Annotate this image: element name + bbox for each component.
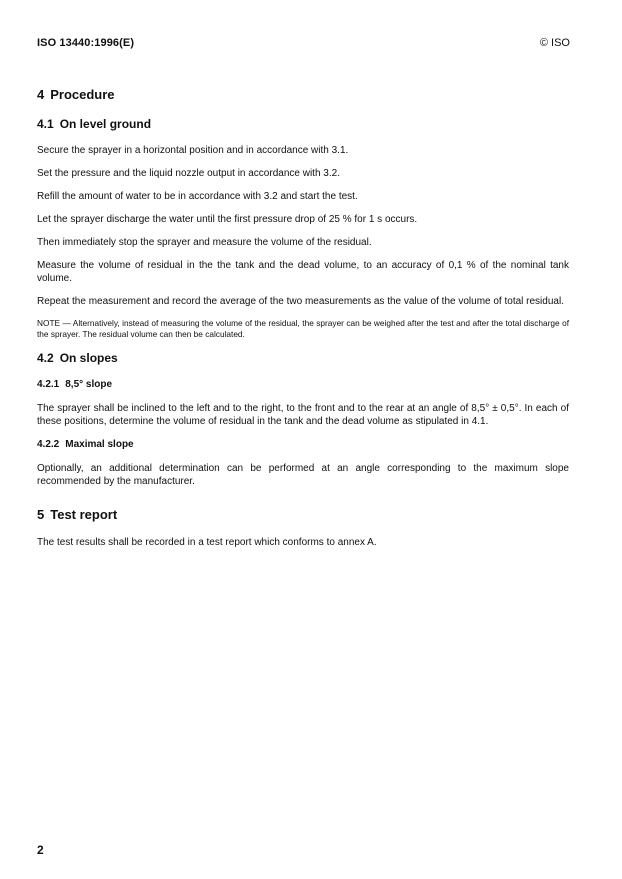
section-4-heading bbox=[37, 86, 569, 104]
paragraph: Optionally, an additional determination can be performed at an angle corresponding to the maximum slope recommended by the manufacturer. bbox=[37, 463, 569, 487]
paragraph: Set the pressure and the liquid nozzle output in accordance with 3.2. bbox=[37, 168, 340, 179]
item-number: 4.2.1 bbox=[37, 379, 60, 390]
paragraph: Secure the sprayer in a horizontal position and in accordance with 3.1. bbox=[37, 145, 349, 156]
subsection-title: On slopes bbox=[59, 351, 118, 365]
subsection-title: On level ground bbox=[59, 117, 152, 131]
section-5-heading bbox=[37, 506, 569, 524]
paragraph: Repeat the measurement and record the average of the two measurements as the value of the volume of total residual. bbox=[37, 296, 564, 307]
item-title: Maximal slope bbox=[65, 439, 134, 450]
section-title: Procedure bbox=[50, 87, 115, 102]
standard-id: ISO 13440:1996(E) bbox=[37, 37, 135, 49]
paragraph: Measure the volume of residual in the the tank and the dead volume, to an accuracy of 0,1 % of the nominal tank volume. bbox=[37, 260, 569, 284]
section-title: Test report bbox=[50, 507, 118, 522]
subsection-4-1-heading bbox=[37, 116, 569, 132]
item-title: 8,5° slope bbox=[65, 379, 113, 390]
paragraph: Let the sprayer discharge the water until the first pressure drop of 25 % for 1 s occurs. bbox=[37, 214, 418, 225]
item-4-2-2-heading bbox=[37, 438, 569, 452]
page-number: 2 bbox=[37, 843, 44, 857]
paragraph: Then immediately stop the sprayer and measure the volume of the residual. bbox=[37, 237, 372, 248]
document-body bbox=[37, 86, 569, 559]
note: NOTE — Alternatively, instead of measuring the volume of the residual, the sprayer can be weighed after the test and after the total discharge of the sprayer. The residual volume can then be calculated. bbox=[37, 318, 569, 339]
section-number: 4 bbox=[37, 87, 45, 102]
copyright-notice: © ISO bbox=[539, 37, 570, 49]
section-number: 5 bbox=[37, 507, 45, 522]
paragraph: The test results shall be recorded in a test report which conforms to annex A. bbox=[37, 537, 377, 548]
item-number: 4.2.2 bbox=[37, 439, 60, 450]
subsection-number: 4.2 bbox=[37, 351, 54, 365]
subsection-number: 4.1 bbox=[37, 117, 54, 131]
subsection-4-2-heading bbox=[37, 350, 569, 366]
paragraph: The sprayer shall be inclined to the left and to the right, to the front and to the rear at an angle of 8,5° ± 0,5°. In each of these positions, determine the volume of residual in the tank and the dead volume as stipulated in 4.1. bbox=[37, 403, 569, 427]
item-4-2-1-heading bbox=[37, 378, 569, 392]
paragraph: Refill the amount of water to be in accordance with 3.2 and start the test. bbox=[37, 191, 358, 202]
